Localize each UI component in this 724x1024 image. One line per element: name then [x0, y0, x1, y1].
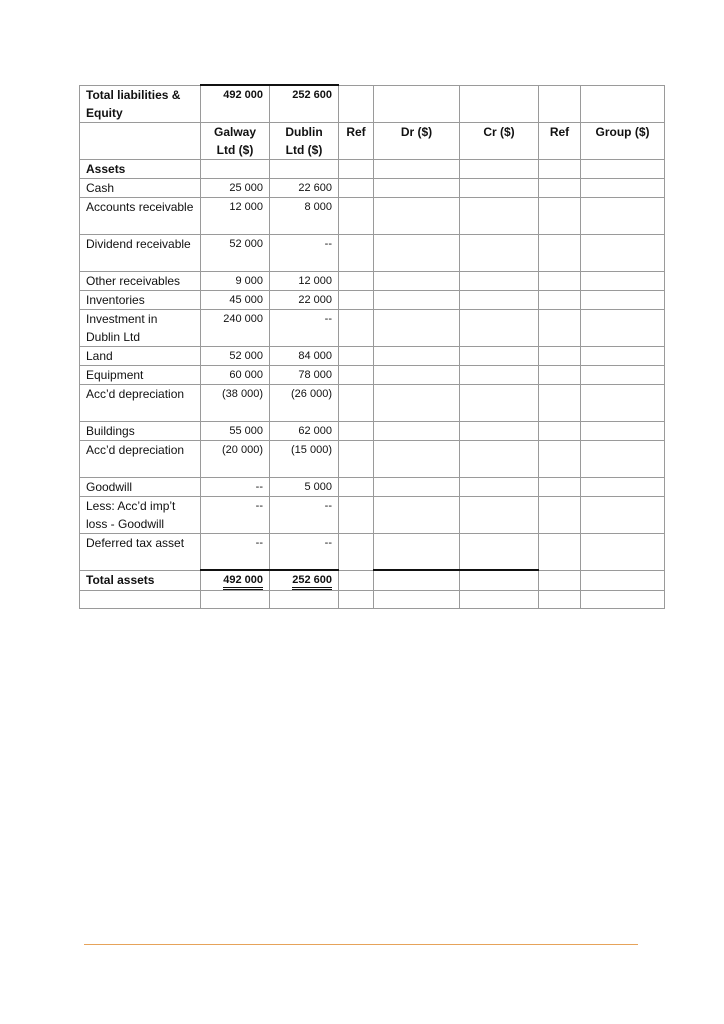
- empty-cell: [581, 178, 665, 197]
- galway-value: 12 000: [201, 197, 270, 234]
- empty-cell: [339, 533, 374, 570]
- dublin-value: 84 000: [270, 346, 339, 365]
- empty-cell: [581, 309, 665, 346]
- empty-cell: [374, 346, 460, 365]
- col-dublin-header: Dublin Ltd ($): [270, 122, 339, 159]
- empty-cell: [460, 591, 539, 609]
- empty-cell: [539, 477, 581, 496]
- empty-cell: [339, 85, 374, 122]
- section-title-row: [80, 159, 665, 178]
- empty-cell: [374, 533, 460, 570]
- empty-cell: [581, 159, 665, 178]
- empty-cell: [581, 496, 665, 533]
- table-row: [80, 290, 665, 309]
- empty-cell: [339, 570, 374, 591]
- empty-cell: [539, 271, 581, 290]
- empty-cell: [270, 591, 339, 609]
- table-row: [80, 346, 665, 365]
- table-row: [80, 197, 665, 234]
- empty-cell: [539, 384, 581, 421]
- consolidation-worksheet: [79, 84, 665, 609]
- liabilities-equity-label: Total liabilities & Equity: [80, 85, 201, 122]
- total-assets-label: Total assets: [80, 570, 201, 591]
- cr-total-cell: [460, 570, 539, 591]
- empty-cell: [460, 346, 539, 365]
- footer-divider: [84, 944, 638, 945]
- galway-liabilities-value: 492 000: [201, 85, 270, 122]
- empty-cell: [374, 365, 460, 384]
- empty-cell: [374, 384, 460, 421]
- empty-cell: [539, 178, 581, 197]
- empty-cell: [374, 290, 460, 309]
- row-label: Equipment: [80, 365, 201, 384]
- table-row: [80, 271, 665, 290]
- empty-cell: [339, 309, 374, 346]
- empty-cell: [339, 290, 374, 309]
- galway-value: --: [201, 533, 270, 570]
- dublin-value: --: [270, 234, 339, 271]
- row-label: Land: [80, 346, 201, 365]
- dublin-value: (15 000): [270, 440, 339, 477]
- empty-cell: [581, 346, 665, 365]
- empty-cell: [460, 290, 539, 309]
- galway-value: 45 000: [201, 290, 270, 309]
- empty-cell: [374, 234, 460, 271]
- empty-cell: [539, 365, 581, 384]
- empty-cell: [374, 85, 460, 122]
- empty-cell: [581, 591, 665, 609]
- row-label: Dividend receivable: [80, 234, 201, 271]
- assets-section-title: Assets: [80, 159, 201, 178]
- table-row: [80, 234, 665, 271]
- empty-cell: [581, 421, 665, 440]
- empty-cell: [339, 159, 374, 178]
- dublin-total-value: [270, 570, 339, 591]
- empty-cell: [374, 496, 460, 533]
- table-row: [80, 440, 665, 477]
- empty-cell: [460, 85, 539, 122]
- column-header-row: [80, 122, 665, 159]
- empty-cell: [374, 271, 460, 290]
- empty-cell: [581, 384, 665, 421]
- galway-value: (38 000): [201, 384, 270, 421]
- empty-cell: [539, 496, 581, 533]
- empty-cell: [460, 159, 539, 178]
- empty-cell: [339, 421, 374, 440]
- empty-cell: [581, 197, 665, 234]
- empty-cell: [581, 533, 665, 570]
- galway-value: 55 000: [201, 421, 270, 440]
- empty-cell: [581, 290, 665, 309]
- row-label: Buildings: [80, 421, 201, 440]
- galway-value: 52 000: [201, 346, 270, 365]
- empty-cell: [460, 234, 539, 271]
- row-label: Less: Acc’d imp’t loss - Goodwill: [80, 496, 201, 533]
- col-ref2-header: Ref: [539, 122, 581, 159]
- empty-cell: [339, 384, 374, 421]
- empty-cell: [460, 496, 539, 533]
- row-label: Acc’d depreciation: [80, 384, 201, 421]
- empty-cell: [339, 591, 374, 609]
- galway-total-value: [201, 570, 270, 591]
- col-cr-header: Cr ($): [460, 122, 539, 159]
- galway-value: (20 000): [201, 440, 270, 477]
- table-row: [80, 384, 665, 421]
- empty-cell: [581, 365, 665, 384]
- dublin-value: 22 000: [270, 290, 339, 309]
- empty-cell: [339, 197, 374, 234]
- dublin-value: 5 000: [270, 477, 339, 496]
- table-row: [80, 309, 665, 346]
- empty-cell: [339, 440, 374, 477]
- galway-total-text: 492 000: [223, 573, 263, 590]
- empty-cell: [80, 122, 201, 159]
- dublin-total-text: 252 600: [292, 573, 332, 590]
- empty-cell: [539, 591, 581, 609]
- empty-cell: [581, 570, 665, 591]
- col-galway-header: Galway Ltd ($): [201, 122, 270, 159]
- dublin-value: 62 000: [270, 421, 339, 440]
- table-row: [80, 365, 665, 384]
- empty-cell: [460, 309, 539, 346]
- dublin-value: --: [270, 533, 339, 570]
- dublin-value: --: [270, 309, 339, 346]
- empty-cell: [80, 591, 201, 609]
- table-row: [80, 496, 665, 533]
- table-row: [80, 421, 665, 440]
- col-group-header: Group ($): [581, 122, 665, 159]
- dublin-value: (26 000): [270, 384, 339, 421]
- empty-cell: [460, 271, 539, 290]
- empty-cell: [460, 477, 539, 496]
- empty-cell: [539, 309, 581, 346]
- table-row: [80, 178, 665, 197]
- empty-cell: [270, 159, 339, 178]
- table-row: [80, 477, 665, 496]
- empty-cell: [581, 271, 665, 290]
- empty-cell: [460, 197, 539, 234]
- empty-cell: [539, 421, 581, 440]
- galway-value: 25 000: [201, 178, 270, 197]
- col-dr-header: Dr ($): [374, 122, 460, 159]
- row-label: Accounts receivable: [80, 197, 201, 234]
- empty-row: [80, 591, 665, 609]
- row-label: Other receivables: [80, 271, 201, 290]
- empty-cell: [460, 440, 539, 477]
- empty-cell: [201, 159, 270, 178]
- empty-cell: [539, 197, 581, 234]
- total-assets-row: [80, 570, 665, 591]
- table-row: [80, 533, 665, 570]
- galway-value: 52 000: [201, 234, 270, 271]
- dublin-value: 78 000: [270, 365, 339, 384]
- dublin-value: --: [270, 496, 339, 533]
- row-label: Acc’d depreciation: [80, 440, 201, 477]
- dublin-liabilities-value: 252 600: [270, 85, 339, 122]
- empty-cell: [460, 384, 539, 421]
- empty-cell: [539, 346, 581, 365]
- galway-value: 240 000: [201, 309, 270, 346]
- empty-cell: [460, 178, 539, 197]
- empty-cell: [201, 591, 270, 609]
- empty-cell: [374, 197, 460, 234]
- row-label: Deferred tax asset: [80, 533, 201, 570]
- empty-cell: [581, 440, 665, 477]
- empty-cell: [539, 234, 581, 271]
- empty-cell: [539, 85, 581, 122]
- empty-cell: [374, 421, 460, 440]
- galway-value: 9 000: [201, 271, 270, 290]
- empty-cell: [539, 159, 581, 178]
- empty-cell: [539, 440, 581, 477]
- col-ref1-header: Ref: [339, 122, 374, 159]
- empty-cell: [374, 159, 460, 178]
- empty-cell: [539, 533, 581, 570]
- dr-total-cell: [374, 570, 460, 591]
- dublin-value: 12 000: [270, 271, 339, 290]
- empty-cell: [581, 477, 665, 496]
- empty-cell: [339, 365, 374, 384]
- galway-value: 60 000: [201, 365, 270, 384]
- empty-cell: [374, 178, 460, 197]
- galway-value: --: [201, 496, 270, 533]
- empty-cell: [339, 234, 374, 271]
- empty-cell: [460, 421, 539, 440]
- galway-value: --: [201, 477, 270, 496]
- empty-cell: [339, 496, 374, 533]
- dublin-value: 22 600: [270, 178, 339, 197]
- empty-cell: [460, 533, 539, 570]
- empty-cell: [374, 440, 460, 477]
- empty-cell: [581, 234, 665, 271]
- empty-cell: [460, 365, 539, 384]
- liabilities-equity-row: [80, 85, 665, 122]
- empty-cell: [374, 591, 460, 609]
- empty-cell: [539, 570, 581, 591]
- empty-cell: [581, 85, 665, 122]
- empty-cell: [339, 346, 374, 365]
- empty-cell: [374, 477, 460, 496]
- row-label: Goodwill: [80, 477, 201, 496]
- empty-cell: [339, 178, 374, 197]
- row-label: Inventories: [80, 290, 201, 309]
- dublin-value: 8 000: [270, 197, 339, 234]
- row-label: Investment in Dublin Ltd: [80, 309, 201, 346]
- empty-cell: [539, 290, 581, 309]
- row-label: Cash: [80, 178, 201, 197]
- empty-cell: [374, 309, 460, 346]
- empty-cell: [339, 271, 374, 290]
- empty-cell: [339, 477, 374, 496]
